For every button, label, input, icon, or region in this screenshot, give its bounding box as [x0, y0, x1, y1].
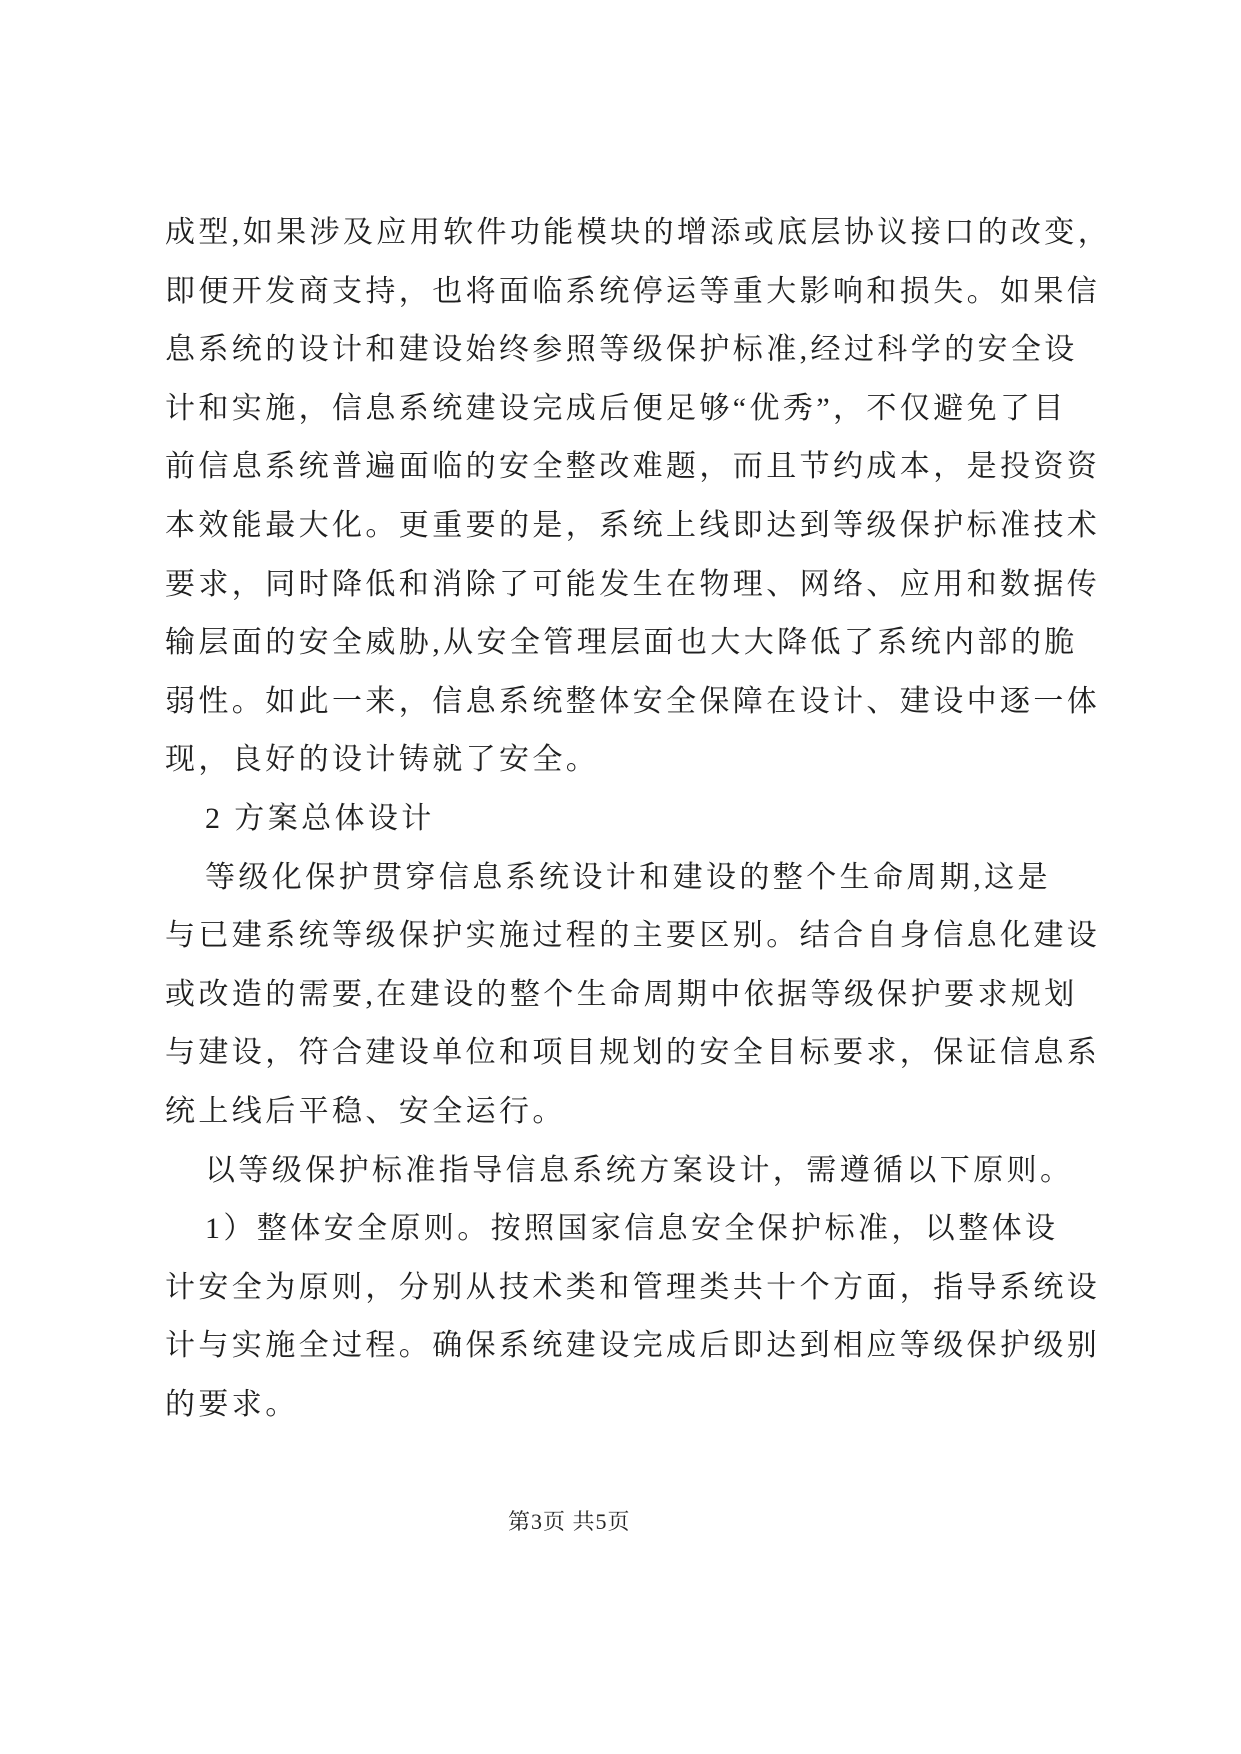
paragraph-line: 统上线后平稳、安全运行。 — [165, 1094, 566, 1128]
paragraph-line: 息系统的设计和建设始终参照等级保护标准,经过科学的安全设 — [165, 333, 1078, 367]
section-heading: 2 方案总体设计 — [205, 801, 435, 835]
paragraph-line: 计和实施，信息系统建设完成后便足够“优秀”，不仅避免了目 — [165, 391, 1067, 425]
paragraph-line: 弱性。如此一来，信息系统整体安全保障在设计、建设中逐一体 — [165, 684, 1101, 718]
paragraph-line: 输层面的安全威胁,从安全管理层面也大大降低了系统内部的脆 — [165, 626, 1078, 660]
paragraph-line: 成型,如果涉及应用软件功能模块的增添或底层协议接口的改变， — [165, 216, 1112, 249]
page-number-footer: 第3页 共5页 — [508, 1509, 631, 1534]
paragraph-line: 现，良好的设计铸就了安全。 — [165, 743, 600, 777]
paragraph-line: 计与实施全过程。确保系统建设完成后即达到相应等级保护级别 — [165, 1329, 1101, 1363]
paragraph-line: 要求，同时降低和消除了可能发生在物理、网络、应用和数据传 — [165, 567, 1101, 601]
paragraph-line: 的要求。 — [165, 1387, 299, 1421]
paragraph-line: 等级化保护贯穿信息系统设计和建设的整个生命周期,这是 — [205, 860, 1051, 894]
document-body — [165, 204, 1185, 1434]
paragraph-line: 以等级保护标准指导信息系统方案设计，需遵循以下原则。 — [205, 1153, 1074, 1187]
paragraph-line: 与建设，符合建设单位和项目规划的安全目标要求，保证信息系 — [165, 1036, 1101, 1070]
paragraph-line: 或改造的需要,在建设的整个生命周期中依据等级保护要求规划 — [165, 977, 1078, 1011]
paragraph-line: 即便开发商支持，也将面临系统停运等重大影响和损失。如果信 — [165, 274, 1101, 308]
paragraph-line: 计安全为原则，分别从技术类和管理类共十个方面，指导系统设 — [165, 1270, 1101, 1304]
paragraph-line: 与已建系统等级保护实施过程的主要区别。结合自身信息化建设 — [165, 919, 1101, 953]
paragraph-line: 前信息系统普遍面临的安全整改难题，而且节约成本，是投资资 — [165, 450, 1101, 484]
paragraph-line: 本效能最大化。更重要的是，系统上线即达到等级保护标准技术 — [165, 508, 1101, 542]
list-item: 1）整体安全原则。按照国家信息安全保护标准，以整体设 — [205, 1212, 1059, 1246]
